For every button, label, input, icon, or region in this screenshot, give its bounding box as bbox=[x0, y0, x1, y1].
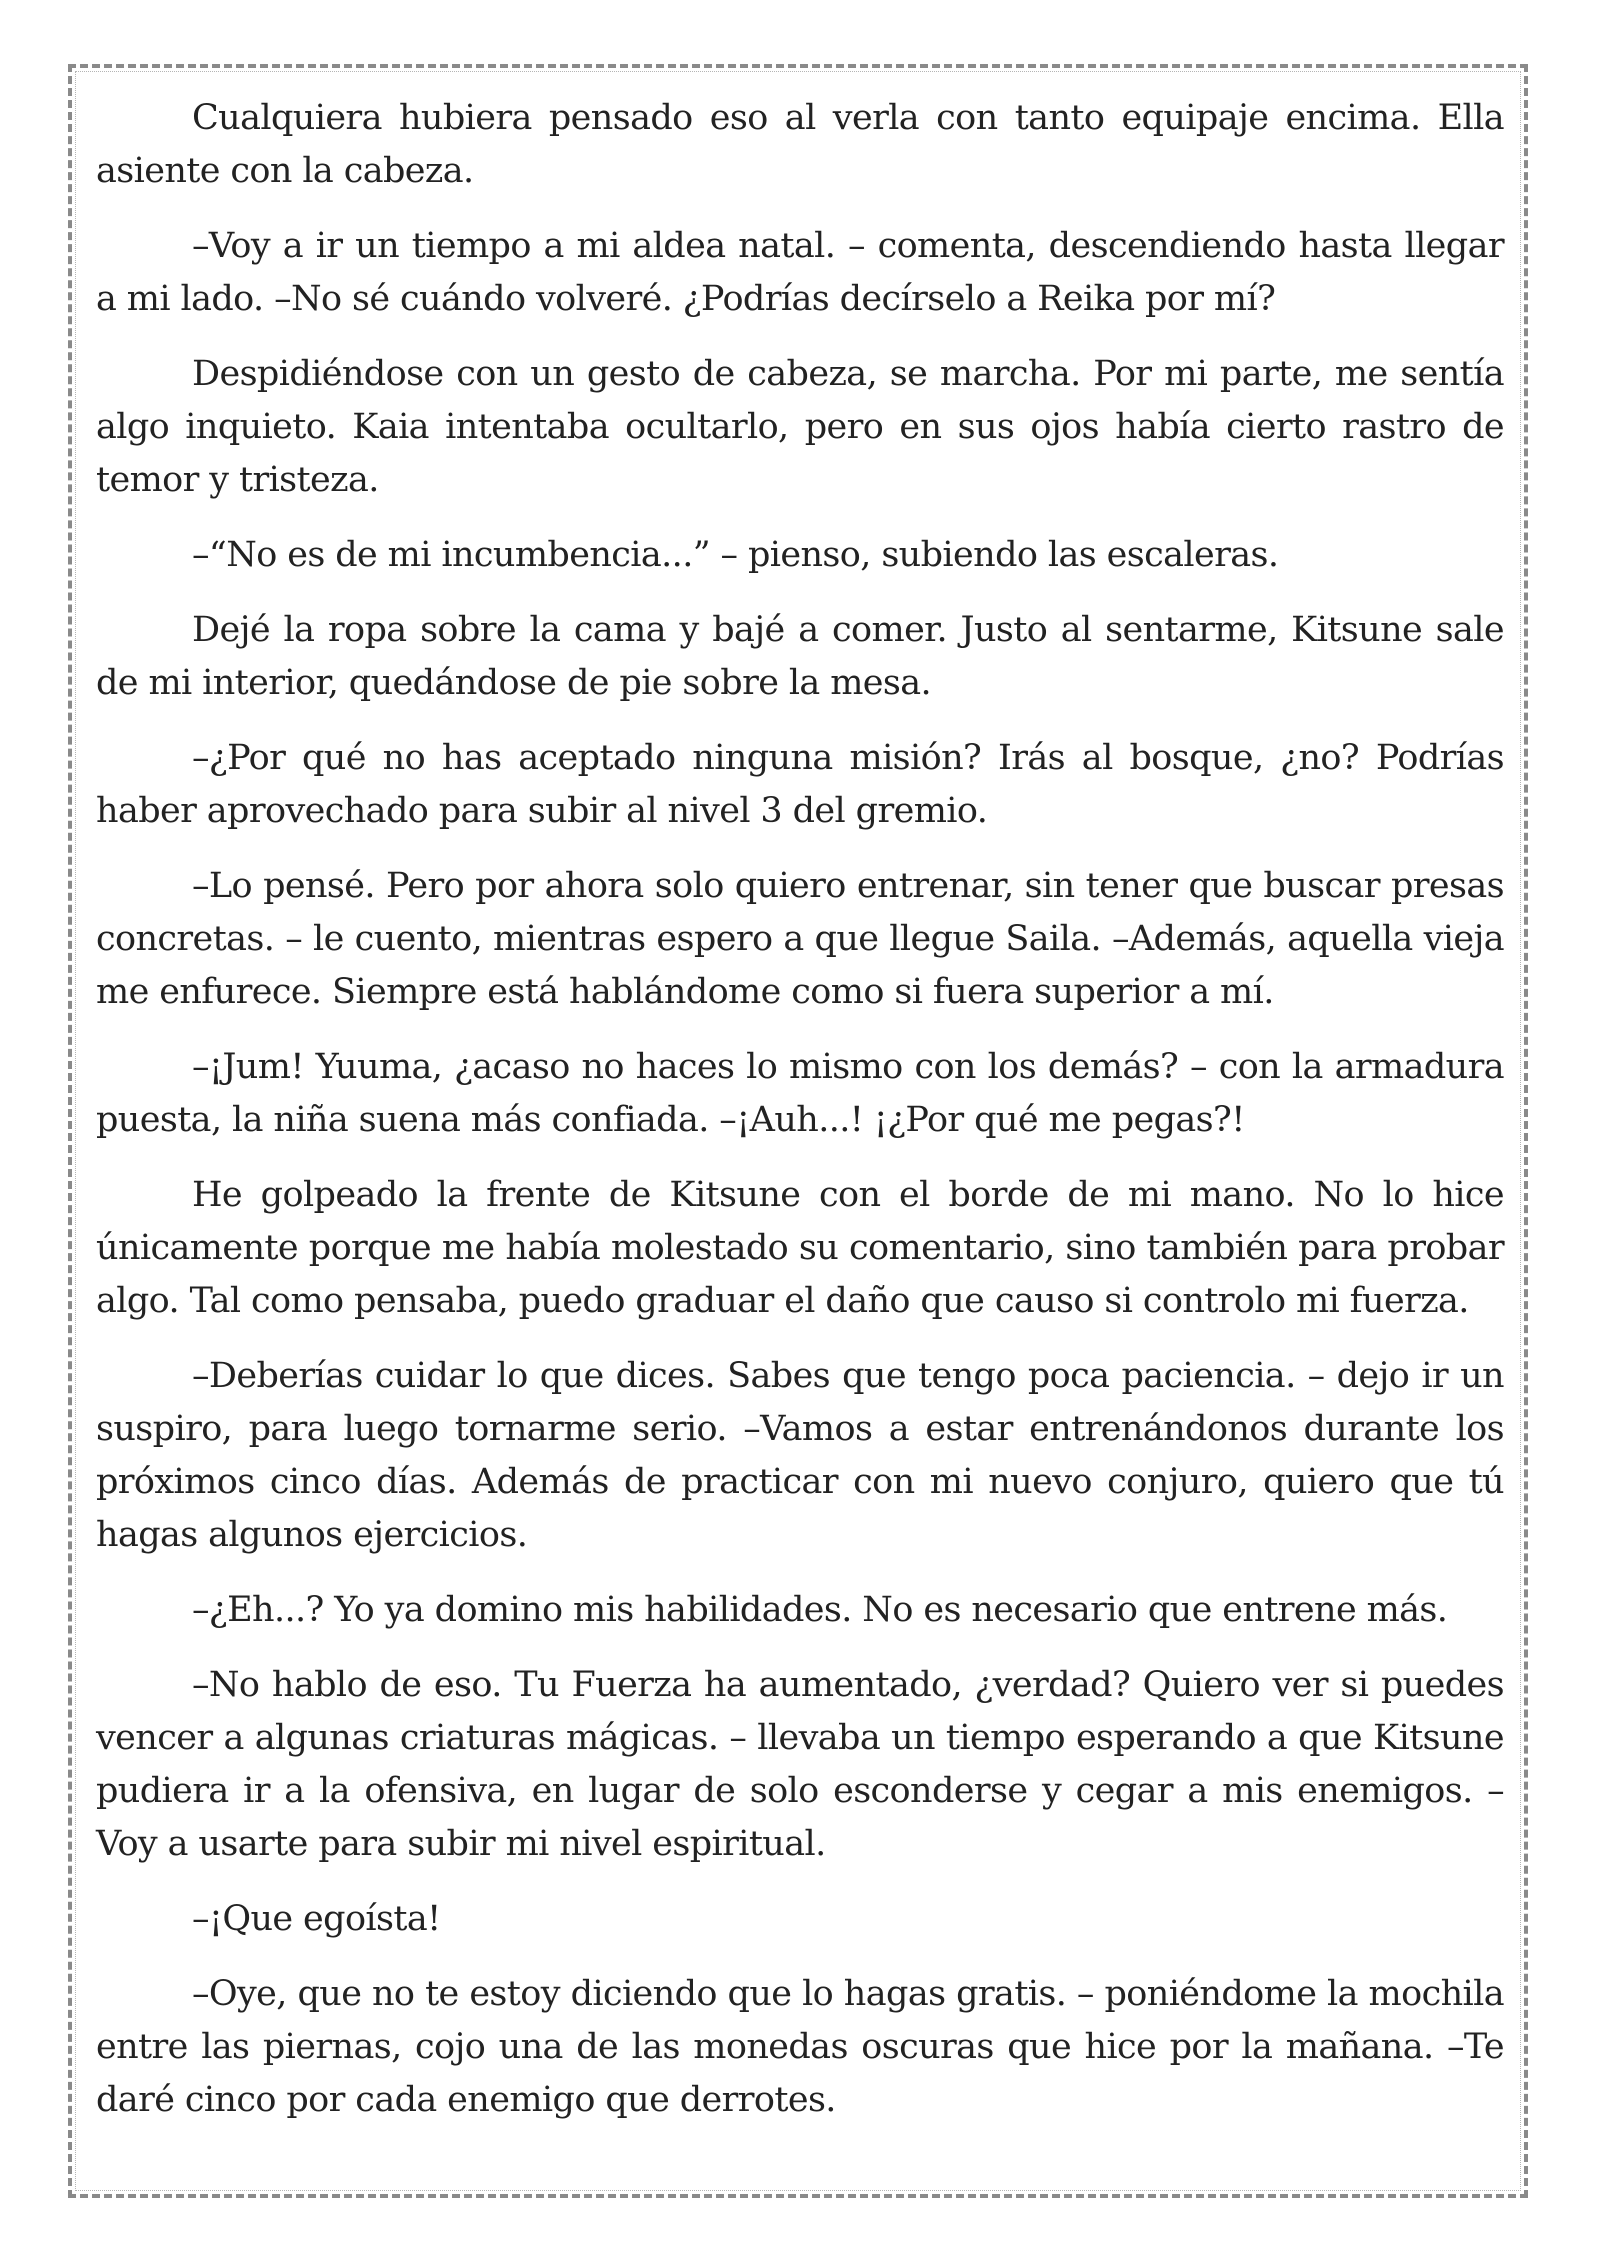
paragraph: –¡Que egoísta! bbox=[192, 1899, 441, 1939]
paragraph: –¡Jum! Yuuma, ¿acaso no haces lo mismo con los demás? – con la armadura puesta, la niña suena más confiada. –¡Auh...! ¡¿Por qué me pegas?! bbox=[96, 1047, 1504, 1140]
paragraph: He golpeado la frente de Kitsune con el borde de mi mano. No lo hice únicamente porque me había molestado su comentario, sino también para probar algo. Tal como pensaba, puedo graduar el daño que causo si controlo mi fuerza. bbox=[96, 1175, 1504, 1321]
paragraph: Despidiéndose con un gesto de cabeza, se marcha. Por mi parte, me sentía algo inquieto. Kaia intentaba ocultarlo, pero en sus ojos había cierto rastro de temor y tristeza. bbox=[96, 354, 1504, 500]
paragraph: –“No es de mi incumbencia...” – pienso, subiendo las escaleras. bbox=[192, 535, 1279, 575]
paragraph: –Deberías cuidar lo que dices. Sabes que tengo poca paciencia. – dejo ir un suspiro, para luego tornarme serio. –Vamos a estar entrenándonos durante los próximos cinco días. Además de practicar con mi nuevo conjuro, quiero que tú hagas algunos ejercicios. bbox=[96, 1356, 1504, 1555]
paragraph: Dejé la ropa sobre la cama y bajé a comer. Justo al sentarme, Kitsune sale de mi interior, quedándose de pie sobre la mesa. bbox=[96, 610, 1504, 703]
paragraph: –Voy a ir un tiempo a mi aldea natal. – comenta, descendiendo hasta llegar a mi lado. –No sé cuándo volveré. ¿Podrías decírselo a Reika por mí? bbox=[96, 226, 1504, 319]
page-text bbox=[96, 92, 1504, 2149]
paragraph: –Oye, que no te estoy diciendo que lo hagas gratis. – poniéndome la mochila entre las piernas, cojo una de las monedas oscuras que hice por la mañana. –Te daré cinco por cada enemigo que derrotes. bbox=[96, 1974, 1504, 2120]
paragraph: –¿Eh...? Yo ya domino mis habilidades. No es necesario que entrene más. bbox=[192, 1590, 1448, 1630]
paragraph: –No hablo de eso. Tu Fuerza ha aumentado, ¿verdad? Quiero ver si puedes vencer a algunas criaturas mágicas. – llevaba un tiempo esperando a que Kitsune pudiera ir a la ofensiva, en lugar de solo esconderse y cegar a mis enemigos. –Voy a usarte para subir mi nivel espiritual. bbox=[96, 1665, 1504, 1864]
paragraph: –¿Por qué no has aceptado ninguna misión? Irás al bosque, ¿no? Podrías haber aprovechado para subir al nivel 3 del gremio. bbox=[96, 738, 1504, 831]
paragraph: Cualquiera hubiera pensado eso al verla con tanto equipaje encima. Ella asiente con la cabeza. bbox=[96, 98, 1504, 191]
paragraph: –Lo pensé. Pero por ahora solo quiero entrenar, sin tener que buscar presas concretas. – le cuento, mientras espero a que llegue Saila. –Además, aquella vieja me enfurece. Siempre está hablándome como si fuera superior a mí. bbox=[96, 866, 1504, 1012]
